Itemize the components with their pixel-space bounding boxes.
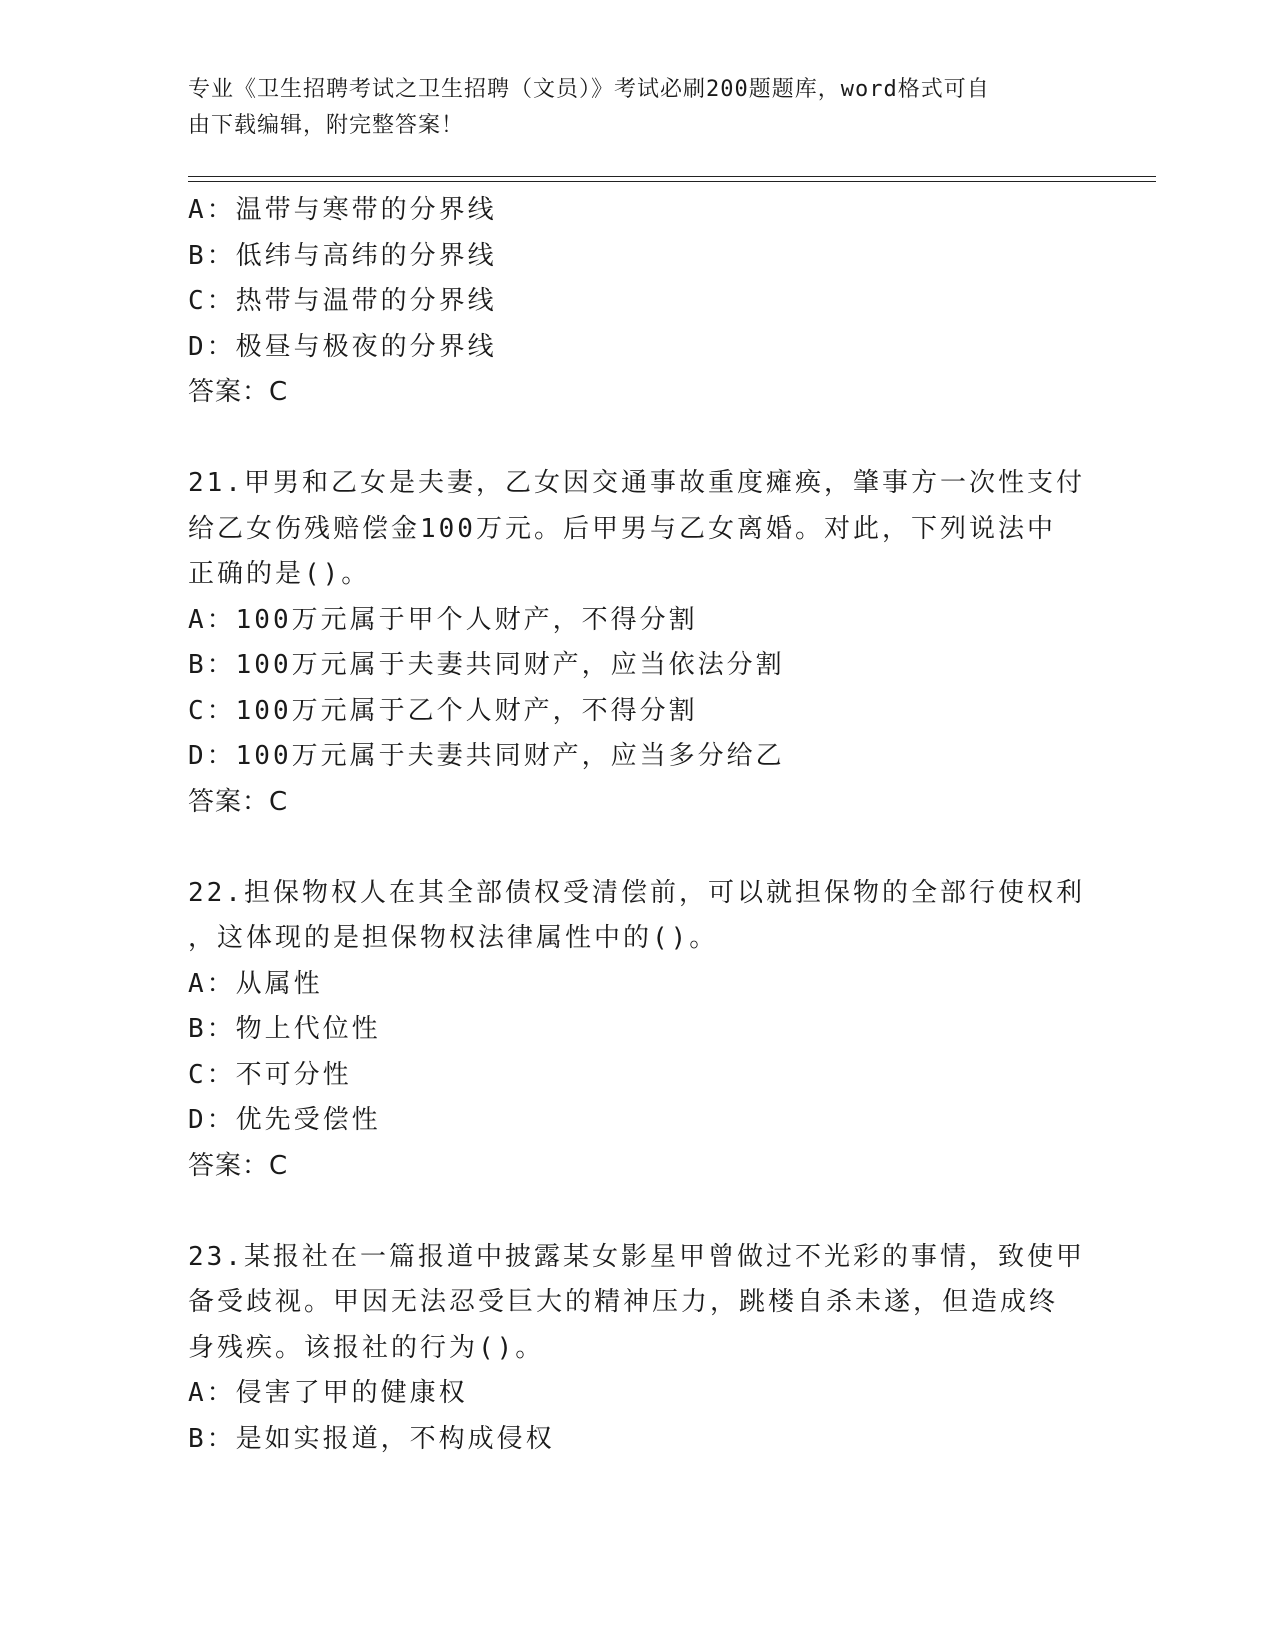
question-stem-line: 备受歧视。甲因无法忍受巨大的精神压力，跳楼自杀未遂，但造成终 [188,1287,1059,1317]
question-stem-line: 身残疾。该报社的行为()。 [188,1332,545,1363]
question-stem-line: 正确的是()。 [188,559,371,589]
option-d: D：优先受偿性 [188,1105,381,1135]
option-d: D：100万元属于夫妻共同财产，应当多分给乙 [188,741,785,771]
option-b: B：物上代位性 [188,1014,381,1044]
answer: 答案：C [188,786,289,817]
option-b: B：100万元属于夫妻共同财产，应当依法分割 [188,650,785,680]
option-a: A：温带与寒带的分界线 [188,195,497,225]
option-b: B：低纬与高纬的分界线 [188,240,497,271]
option-d: D：极昼与极夜的分界线 [188,331,497,362]
question-stem-line: ，这体现的是担保物权法律属性中的()。 [188,923,719,953]
spacer [188,1189,1088,1235]
header-divider-top [188,176,1156,177]
document-header [188,72,1068,144]
header-divider-bottom [188,181,1156,182]
spacer [188,416,1088,462]
option-c: C：100万元属于乙个人财产，不得分割 [188,695,698,726]
option-a: A：100万元属于甲个人财产，不得分割 [188,604,698,635]
question-stem-line: 22.担保物权人在其全部债权受清偿前，可以就担保物的全部行使权利 [188,877,1085,908]
question-23 [188,1235,1088,1463]
question-stem-line: 给乙女伤残赔偿金100万元。后甲男与乙女离婚。对此，下列说法中 [188,513,1056,544]
question-20-continued [188,188,1088,416]
answer: 答案：C [188,377,289,407]
option-b: B：是如实报道，不构成侵权 [188,1423,555,1454]
question-21 [188,461,1088,825]
question-stem-line: 21.甲男和乙女是夫妻，乙女因交通事故重度瘫痪，肇事方一次性支付 [188,468,1085,498]
header-line-2: 由下载编辑，附完整答案！ [188,113,465,138]
option-a: A：侵害了甲的健康权 [188,1378,468,1408]
question-stem-line: 23.某报社在一篇报道中披露某女影星甲曾做过不光彩的事情，致使甲 [188,1241,1085,1272]
spacer [188,825,1088,871]
answer: 答案：C [188,1150,289,1181]
option-c: C：不可分性 [188,1059,352,1090]
option-c: C：热带与温带的分界线 [188,286,497,316]
question-list [188,188,1088,1462]
option-a: A：从属性 [188,968,323,999]
header-line-1: 专业《卫生招聘考试之卫生招聘（文员）》考试必刷200题题库，word格式可自 [188,77,990,102]
question-22 [188,871,1088,1190]
